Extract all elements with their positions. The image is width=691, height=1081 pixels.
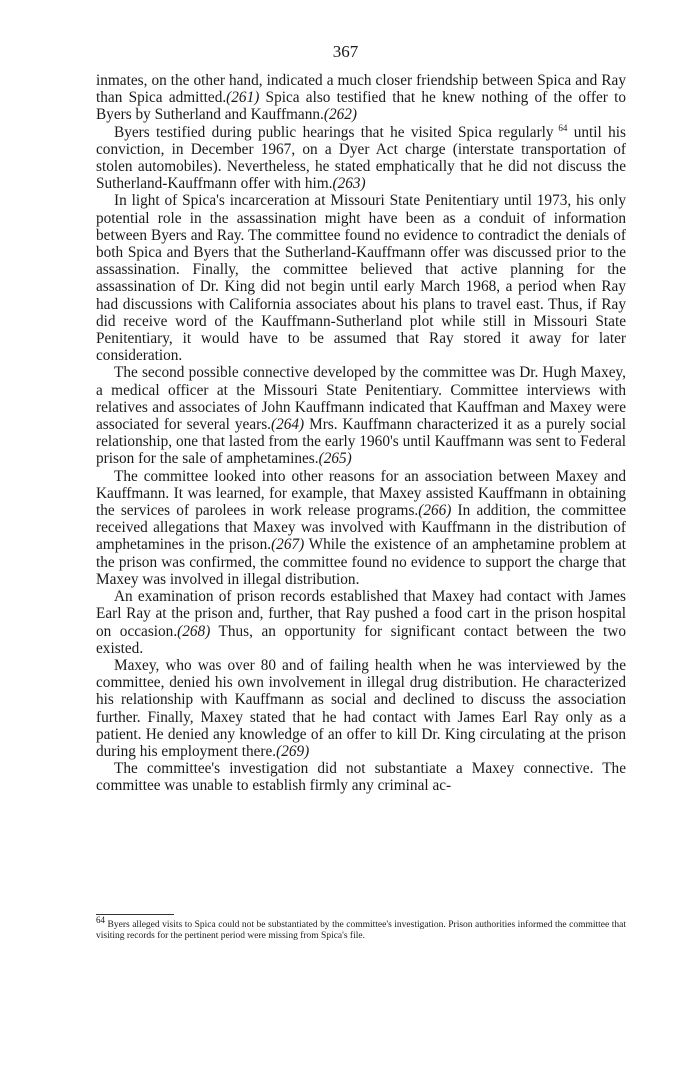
body-text — [96, 72, 626, 795]
citation: (265) — [318, 450, 352, 468]
text: Thus, an opportunity for significant contact between the two existed. — [96, 622, 626, 657]
paragraph-7 — [96, 657, 626, 760]
text: Mrs. Kauffmann characterized it as a purely social relationship, one that lasted from the early 1960's until Kauffmann was sent to Federal prison for the sale of amphetamines. — [96, 416, 626, 468]
paragraph-8: The committee's investigation did not substantiate a Maxey connective. The committee was unable to establish firmly any criminal ac- — [96, 760, 626, 795]
citation: (263) — [332, 175, 366, 193]
footnote-marker: 64 — [96, 915, 105, 925]
text: In addition, the committee received allegations that Maxey was involved with Kauffmann in the distribution of amphetamines in the prison. — [96, 502, 626, 554]
page-number: 367 — [332, 42, 359, 61]
citation: (268) — [177, 622, 211, 640]
footnote-reference: 64 — [553, 122, 568, 133]
paragraph-5 — [96, 468, 626, 588]
citation: (261) — [226, 89, 260, 107]
text: Spica also testified that he knew nothing of the offer to Byers by Sutherland and Kauffmann. — [96, 89, 626, 124]
citation: (267) — [271, 536, 305, 554]
footnote — [96, 915, 626, 942]
text: Byers testified during public hearings that he visited Spica regularly — [114, 123, 554, 141]
footnote-divider — [96, 914, 174, 915]
paragraph-6 — [96, 588, 626, 657]
text: until his conviction, in December 1967, on a Dyer Act charge (interstate transportation of stolen automobiles). Nevertheless, he stated emphatically that he did not discuss the Sutherland-Kauffmann offer with him. — [96, 123, 626, 193]
text: Maxey, who was over 80 and of failing health when he was interviewed by the committee, denied his own involvement in illegal drug distribution. He characterized his relationship with Kauffmann as social and declined to discuss the association further. Finally, Maxey stated that he had contact with James Earl Ray only as a patient. He denied any knowledge of an offer to kill Dr. King circulating at the prison during his employment there. — [96, 656, 626, 760]
citation: (262) — [323, 106, 357, 124]
footnote-text: Byers alleged visits to Spica could not be substantiated by the committee's investigation. Prison authorities informed the committee that visiting records for the pertinent period were missing from Spica's file. — [96, 920, 626, 942]
text: The committee looked into other reasons for an association between Maxey and Kauffmann. It was learned, for example, that Maxey assisted Kauffmann in obtaining the services of parolees in work release programs. — [96, 467, 626, 520]
citation: (266) — [418, 502, 452, 520]
citation: (264) — [271, 416, 305, 434]
text: An examination of prison records established that Maxey had contact with James Earl Ray at the prison and, further, that Ray pushed a food cart in the prison hospital on occasion. — [96, 588, 626, 640]
paragraph-1 — [96, 72, 626, 124]
citation: (269) — [276, 742, 310, 760]
text: The second possible connective developed by the committee was Dr. Hugh Maxey, a medical officer at the Missouri State Penitentiary. Committee interviews with relatives and associates of John Kauffmann indicated that Kauffman and Maxey were associated for several years. — [96, 364, 626, 434]
text: inmates, on the other hand, indicated a much closer friendship between Spica and Ray than Spica admitted. — [96, 72, 626, 107]
paragraph-2 — [96, 124, 626, 193]
text: While the existence of an amphetamine problem at the prison was confirmed, the committee found no evidence to support the charge that Maxey was involved in illegal distribution. — [96, 536, 627, 588]
paragraph-3: In light of Spica's incarceration at Missouri State Penitentiary until 1973, his only potential role in the assassination might have been as a conduit of information between Byers and Ray. The committee found no evidence to contradict the denials of both Spica and Byers that the Sutherland-Kauffmann offer was discussed prior to the assassination. Finally, the committee believed that active planning for the assassination of Dr. King did not begin until early March 1968, a period when Ray had discussions with California associates about his plans to travel east. Thus, if Ray did receive word of the Kauffmann-Sutherland plot while still in Missouri State Penitentiary, it would have to be assumed that Ray stored it away for later consideration. — [96, 192, 626, 365]
paragraph-4 — [96, 364, 626, 467]
